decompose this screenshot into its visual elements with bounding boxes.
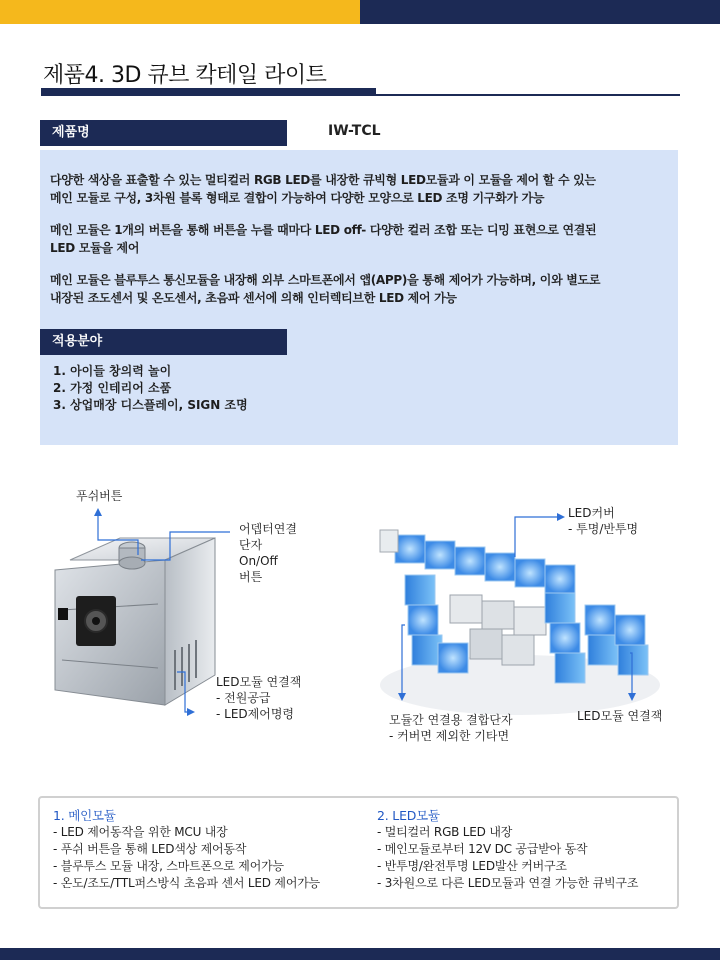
bottom-bar (0, 948, 720, 960)
description-paragraph-2: 메인 모듈은 1개의 버튼을 통해 버튼을 누를 때마다 LED off- 다양한 컬러 조합 또는 디밍 표현으로 연결된 LED 모듈을 제어 (50, 223, 597, 255)
list-item: - 반투명/완전투명 LED발산 커버구조 (377, 859, 567, 873)
led-cube-left-arm (405, 575, 468, 673)
list-item: - 3차원으로 다른 LED모듈과 연결 가능한 큐빅구조 (377, 876, 639, 890)
top-bar-gold (0, 0, 360, 24)
main-module-heading: 1. 메인모듈 (53, 808, 116, 823)
title-underline-thin (376, 94, 680, 96)
description-paragraph-3: 메인 모듈은 블루투스 통신모듈을 내장해 외부 스마트폰에서 앱(APP)을 통해 제어가 가능하며, 이와 별도로 내장된 조도센서 및 온도센서, 초음파 센서에 의해 인터렉티브한 LED 제어 가능 (50, 273, 601, 305)
list-item: - 블루투스 모듈 내장, 스마트폰으로 제어가능 (53, 859, 284, 873)
led-module-info (377, 807, 638, 892)
callout-module-connector: 모듈간 연결용 결합단자 - 커버면 제외한 기타면 (389, 713, 513, 743)
applications-list (53, 363, 248, 414)
product-name: IW-TCL (328, 123, 381, 139)
callout-adapter: 어뎁터연결 단자 On/Off 버튼 (239, 522, 297, 584)
main-module-info (53, 807, 320, 892)
top-bar-navy (360, 0, 720, 24)
callout-led-cover: LED커버 - 투명/반투명 (568, 506, 639, 536)
list-item: - 멀티컬러 RGB LED 내장 (377, 825, 513, 839)
product-label: 제품명 (40, 120, 287, 146)
page-title: 제품4. 3D 큐브 칵테일 라이트 (43, 63, 327, 88)
led-module-heading: 2. LED모듈 (377, 808, 440, 823)
callout-led-connector-main: LED모듈 연결잭 - 전원공급 - LED제어명령 (216, 675, 302, 721)
list-item: 2. 가정 인테리어 소품 (53, 381, 172, 395)
title-underline-thick (41, 88, 376, 96)
list-item: - 온도/조도/TTL퍼스방식 초음파 센서 LED 제어가능 (53, 876, 320, 890)
list-item: 1. 아이들 창의력 놀이 (53, 364, 172, 378)
applications-label: 적용분야 (40, 329, 287, 355)
list-item: - LED 제어동작을 위한 MCU 내장 (53, 825, 228, 839)
list-item: 3. 상업매장 디스플레이, SIGN 조명 (53, 398, 248, 412)
description-paragraph-1: 다양한 색상을 표출할 수 있는 멀티컬러 RGB LED를 내장한 큐빅형 LED모듈과 이 모듈을 제어 할 수 있는 메인 모듈로 구성, 3차원 블록 형태로 결합이 가능하여 다양한 모양으로 LED 조명 기구화가 가능 (50, 173, 596, 205)
list-item: - 메인모듈로부터 12V DC 공급받아 동작 (377, 842, 588, 856)
led-cube-illustration (360, 505, 690, 735)
callout-led-connector-cube: LED모듈 연결잭 (577, 709, 663, 723)
list-item: - 푸쉬 버튼을 통해 LED색상 제어동작 (53, 842, 247, 856)
callout-push-button: 푸쉬버튼 (76, 489, 123, 503)
